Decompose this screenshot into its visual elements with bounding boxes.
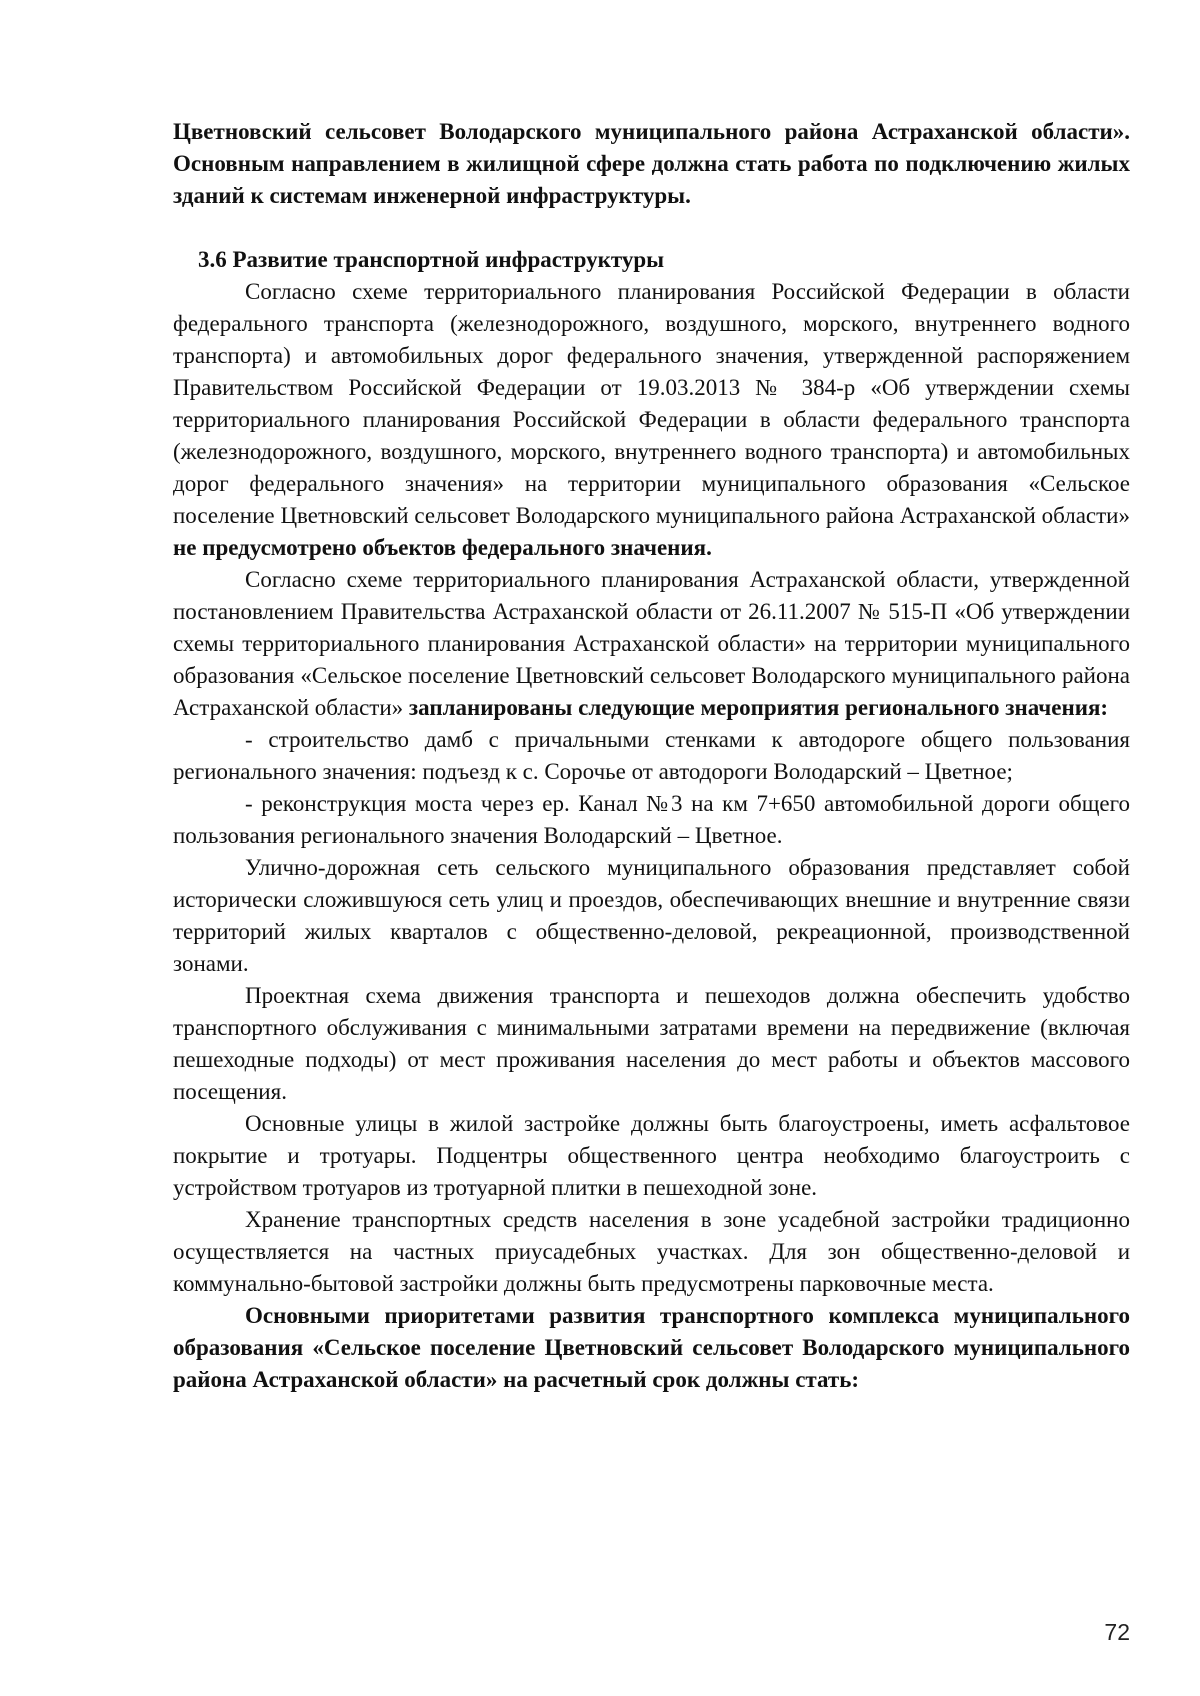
page-content: [173, 116, 1130, 1396]
paragraph-regional-plan: [173, 564, 1130, 724]
paragraph-traffic-scheme: Проектная схема движения транспорта и пешеходов должна обеспечить удобство транспортного обслуживания с минимальными затратами времени на передвижение (включая пешеходные подходы) от мест проживания населения до мест работы и объектов массового посещения.: [173, 983, 1130, 1104]
paragraph-priorities: Основными приоритетами развития транспортного комплекса муниципального образования «Сельское поселение Цветновский сельсовет Володарского муниципального района Астраханской области» на расчетный срок должны стать:: [173, 1303, 1130, 1392]
paragraph-federal-plan: [173, 276, 1130, 564]
list-item-bridge: - реконструкция моста через ер. Канал №3 на км 7+650 автомобильной дороги общего пользования регионального значения Володарский – Цветное.: [173, 791, 1130, 848]
paragraph-regional-plan-text: Согласно схеме территориального планирования Астраханской области, утвержденной постановлением Правительства Астраханской области от 26.11.2007 № 515-П «Об утверждении схемы территориального планирования Астраханской области» на территории муниципального образования «Сельское поселение Цветновский сельсовет Володарского муниципального района Астраханской области»: [173, 567, 1130, 720]
paragraph-federal-plan-text: Согласно схеме территориального планирования Российской Федерации в области федерального транспорта (железнодорожного, воздушного, морского, внутреннего водного транспорта) и автомобильных дорог федерального значения, утвержденной распоряжением Правительством Российской Федерации от 19.03.2013 № 384-р «Об утверждении схемы территориального планирования Российской Федерации в области федерального транспорта (железнодорожного, воздушного, морского, внутреннего водного транспорта) и автомобильных дорог федерального значения» на территории муниципального образования «Сельское поселение Цветновский сельсовет Володарского муниципального района Астраханской области»: [173, 279, 1130, 528]
paragraph-regional-plan-emphasis: запланированы следующие мероприятия регионального значения:: [408, 695, 1109, 720]
page-number: 72: [1104, 1619, 1130, 1645]
section-heading: 3.6 Развитие транспортной инфраструктуры: [198, 247, 665, 272]
list-item-dams: - строительство дамб с причальными стенками к автодороге общего пользования регионального значения: подъезд к с. Сорочье от автодороги Володарский – Цветное;: [173, 727, 1130, 784]
paragraph-main-streets: Основные улицы в жилой застройке должны быть благоустроены, иметь асфальтовое покрытие и тротуары. Подцентры общественного центра необходимо благоустроить с устройством тротуаров из тротуарной плитки в пешеходной зоне.: [173, 1111, 1130, 1200]
paragraph-vehicle-storage: Хранение транспортных средств населения в зоне усадебной застройки традиционно осуществляется на частных приусадебных участках. Для зон общественно-деловой и коммунально-бытовой застройки должны быть предусмотрены парковочные места.: [173, 1207, 1130, 1296]
paragraph-street-network: Улично-дорожная сеть сельского муниципального образования представляет собой исторически сложившуюся сеть улиц и проездов, обеспечивающих внешние и внутренние связи территорий жилых кварталов с общественно-деловой, рекреационной, производственной зонами.: [173, 855, 1130, 976]
intro-paragraph: Цветновский сельсовет Володарского муниципального района Астраханской области». Основным направлением в жилищной сфере должна стать работа по подключению жилых зданий к системам инженерной инфраструктуры.: [173, 119, 1130, 208]
paragraph-federal-plan-emphasis: не предусмотрено объектов федерального значения.: [173, 535, 712, 560]
